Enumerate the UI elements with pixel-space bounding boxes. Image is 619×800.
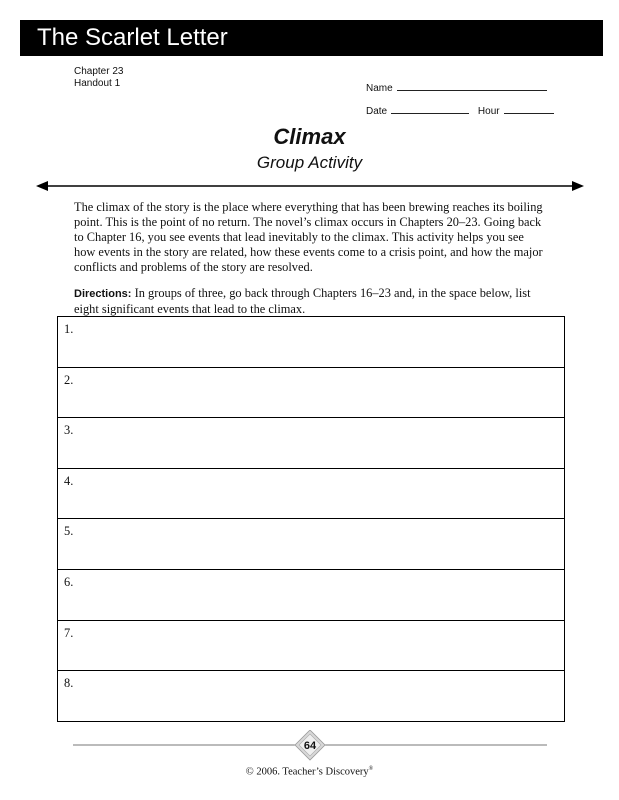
event-row-4[interactable] bbox=[58, 469, 564, 520]
event-number: 2. bbox=[64, 372, 74, 387]
date-line bbox=[391, 104, 469, 114]
event-row-8[interactable] bbox=[58, 671, 564, 721]
name-line bbox=[397, 81, 547, 91]
directions-paragraph bbox=[74, 286, 546, 317]
hour-line bbox=[504, 104, 554, 114]
event-number: 5. bbox=[64, 524, 74, 539]
event-row-7[interactable] bbox=[58, 621, 564, 672]
copyright-text: © 2006. Teacher’s Discovery bbox=[245, 766, 369, 778]
event-row-3[interactable] bbox=[58, 418, 564, 469]
page-title: Climax bbox=[273, 124, 346, 149]
event-row-2[interactable] bbox=[58, 368, 564, 419]
divider-arrow bbox=[36, 178, 584, 194]
page-subtitle: Group Activity bbox=[256, 153, 363, 172]
event-row-5[interactable] bbox=[58, 519, 564, 570]
page-number-ornament bbox=[73, 730, 547, 764]
date-hour-field bbox=[366, 104, 554, 117]
event-number: 4. bbox=[64, 473, 74, 488]
handout-label: Handout 1 bbox=[74, 78, 121, 89]
chapter-label: Chapter 23 bbox=[74, 66, 124, 77]
event-number: 6. bbox=[64, 575, 74, 589]
name-field bbox=[366, 81, 547, 94]
intro-paragraph: The climax of the story is the place where everything that has been brewing reaches its boiling point. This is the point of no return. The novel’s climax occurs in Chapters 20–23. Going back to Chapter 16, you see events that lead inevitably to the climax. This activity helps you see how events in the story are related, how these events come to a crisis point, and how the major conflicts and problems of the story are resolved. bbox=[74, 200, 543, 274]
copyright-notice bbox=[0, 766, 619, 778]
header-banner bbox=[20, 20, 603, 56]
event-number: 3. bbox=[64, 423, 74, 438]
header-title: The Scarlet Letter bbox=[37, 24, 228, 51]
directions-lead: Directions: bbox=[74, 288, 132, 300]
events-table bbox=[57, 316, 565, 722]
name-label: Name bbox=[366, 83, 393, 94]
hour-label: Hour bbox=[477, 106, 500, 117]
event-row-1[interactable] bbox=[58, 317, 564, 368]
handout-meta bbox=[74, 66, 123, 90]
registered-mark: ® bbox=[368, 766, 374, 772]
event-row-6[interactable] bbox=[58, 570, 564, 621]
date-label: Date bbox=[366, 106, 388, 117]
directions-text: In groups of three, go back through Chapters 16–23 and, in the space below, list eight significant events that lead to the climax. bbox=[74, 286, 531, 316]
event-number: 1. bbox=[64, 322, 74, 336]
event-number: 8. bbox=[64, 676, 74, 691]
page-number: 64 bbox=[303, 740, 317, 752]
event-number: 7. bbox=[64, 625, 74, 640]
